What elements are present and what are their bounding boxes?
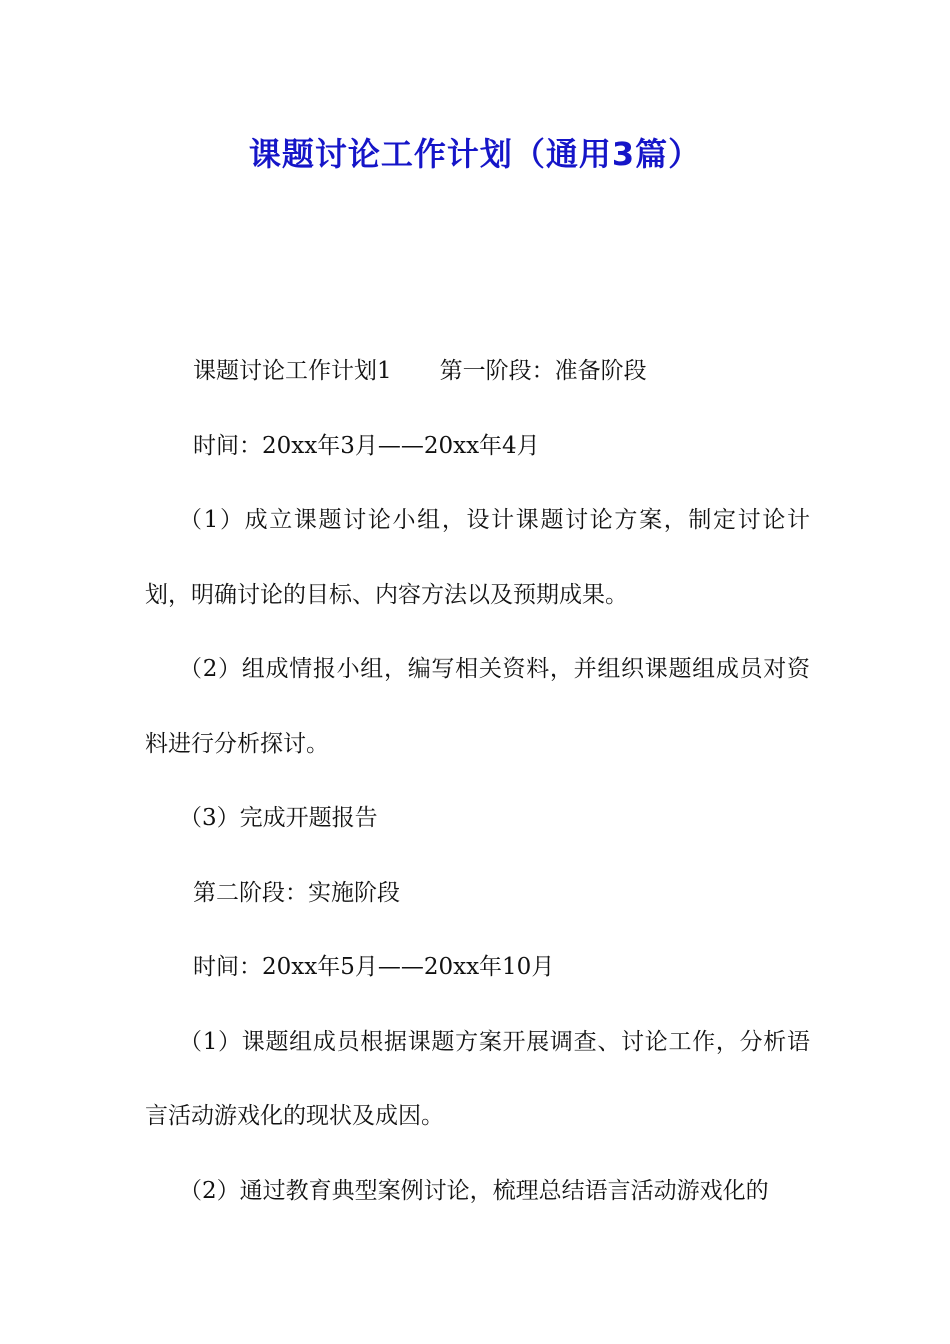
paragraph-stage-one-item-2: （2）组成情报小组，编写相关资料，并组织课题组成员对资料进行分析探讨。 [145,656,810,757]
document-body [145,334,810,1228]
plan-heading: 课题讨论工作计划1 [193,358,392,384]
paragraph-plan-heading [145,334,810,409]
paragraph-stage-one-item-1: （1）成立课题讨论小组，设计课题讨论方案，制定讨论计划，明确讨论的目标、内容方法以及预期成果。 [145,507,810,608]
page-title: 课题讨论工作计划（通用3篇） [248,135,702,173]
stage-one-heading: 第一阶段：准备阶段 [439,358,647,384]
paragraph-stage-one-item-3: （3）完成开题报告 [179,805,378,831]
paragraph-stage-two-time: 时间：20xx年5月——20xx年10月 [193,954,555,980]
paragraph-stage-one-time: 时间：20xx年3月——20xx年4月 [193,432,540,459]
paragraph-stage-two-item-1: （1）课题组成员根据课题方案开展调查、讨论工作，分析语言活动游戏化的现状及成因。 [145,1028,810,1129]
paragraph-stage-two-heading: 第二阶段：实施阶段 [193,879,400,906]
paragraph-stage-two-item-2: （2）通过教育典型案例讨论，梳理总结语言活动游戏化的 [179,1177,769,1204]
